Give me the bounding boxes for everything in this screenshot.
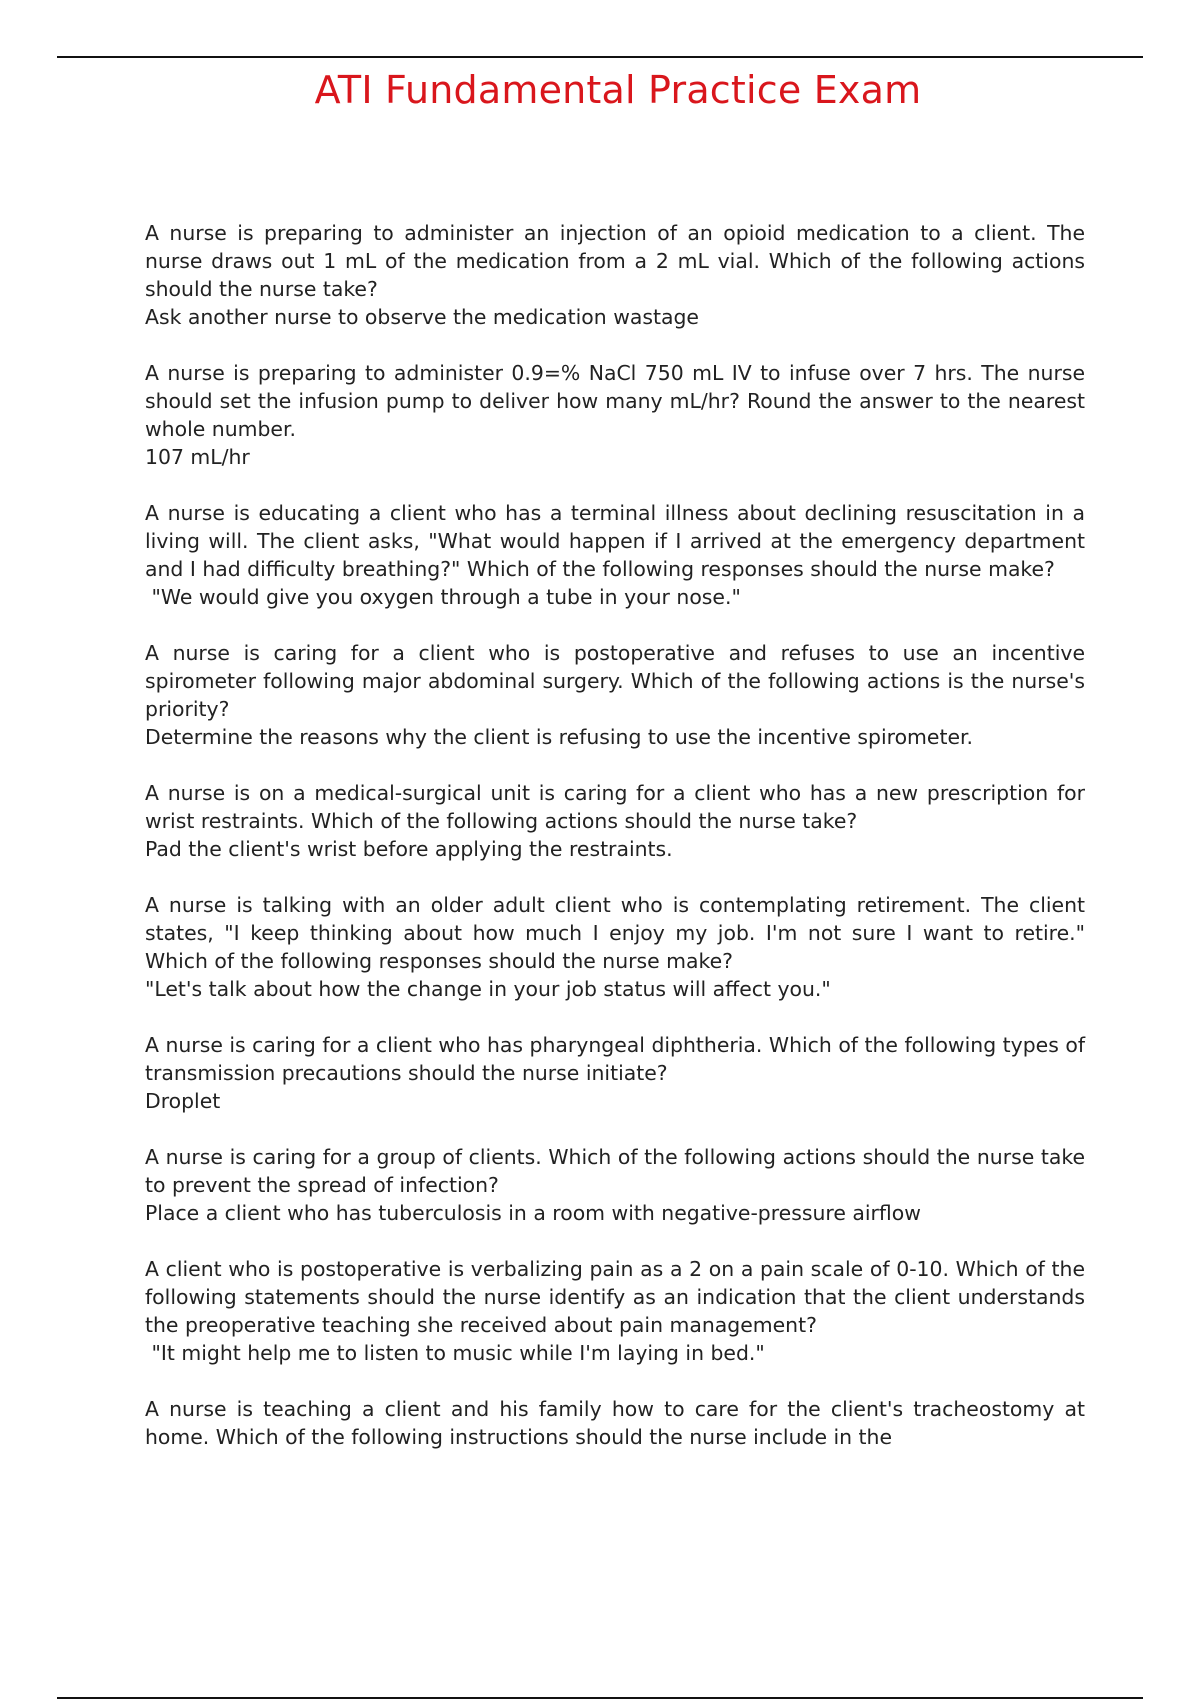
top-rule (57, 56, 1143, 58)
qa-item (145, 779, 1085, 863)
qa-item (145, 499, 1085, 611)
answer-text: 107 mL/hr (145, 445, 250, 469)
question-text: A client who is postoperative is verbalizing pain as a 2 on a pain scale of 0-10. Which of the following statements should the nurse identify as an indication that the client understands the preoperative teaching she received about pain management? (145, 1257, 1085, 1337)
answer-text: Pad the client's wrist before applying the restraints. (145, 837, 673, 861)
question-text: A nurse is preparing to administer an injection of an opioid medication to a client. The nurse draws out 1 mL of the medication from a 2 mL vial. Which of the following actions should the nurse take? (145, 221, 1085, 301)
answer-text: Place a client who has tuberculosis in a room with negative-pressure airflow (145, 1201, 921, 1225)
question-list (145, 219, 1085, 1479)
answer-text: "It might help me to listen to music while I'm laying in bed." (145, 1341, 765, 1365)
answer-text: "We would give you oxygen through a tube in your nose." (145, 585, 741, 609)
question-text: A nurse is preparing to administer 0.9=% NaCl 750 mL IV to infuse over 7 hrs. The nurse should set the infusion pump to deliver how many mL/hr? Round the answer to the nearest whole number. (145, 361, 1085, 441)
question-text: A nurse is caring for a client who is postoperative and refuses to use an incentive spirometer following major abdominal surgery. Which of the following actions is the nurse's priority? (145, 641, 1085, 721)
qa-item (145, 219, 1085, 331)
answer-text: Droplet (145, 1089, 221, 1113)
document-title: ATI Fundamental Practice Exam (314, 68, 922, 112)
bottom-rule (57, 1697, 1143, 1699)
qa-item (145, 1255, 1085, 1367)
qa-item (145, 1395, 1085, 1451)
question-text: A nurse is educating a client who has a terminal illness about declining resuscitation in a living will. The client asks, "What would happen if I arrived at the emergency department and I had difficulty breathing?" Which of the following responses should the nurse make? (145, 501, 1085, 581)
question-text: A nurse is teaching a client and his family how to care for the client's tracheostomy at home. Which of the following instructions should the nurse include in the (145, 1397, 1085, 1449)
question-text: A nurse is caring for a group of clients. Which of the following actions should the nurse take to prevent the spread of infection? (145, 1145, 1085, 1197)
question-text: A nurse is on a medical-surgical unit is caring for a client who has a new prescription for wrist restraints. Which of the following actions should the nurse take? (145, 781, 1085, 833)
answer-text: Determine the reasons why the client is refusing to use the incentive spirometer. (145, 725, 973, 749)
qa-item (145, 1143, 1085, 1227)
qa-item (145, 359, 1085, 471)
qa-item (145, 1031, 1085, 1115)
answer-text: Ask another nurse to observe the medication wastage (145, 305, 699, 329)
qa-item (145, 891, 1085, 1003)
qa-item (145, 639, 1085, 751)
answer-text: "Let's talk about how the change in your job status will affect you." (145, 977, 831, 1001)
question-text: A nurse is caring for a client who has pharyngeal diphtheria. Which of the following types of transmission precautions should the nurse initiate? (145, 1033, 1085, 1085)
question-text: A nurse is talking with an older adult client who is contemplating retirement. The client states, "I keep thinking about how much I enjoy my job. I'm not sure I want to retire." Which of the following responses should the nurse make? (145, 893, 1085, 973)
